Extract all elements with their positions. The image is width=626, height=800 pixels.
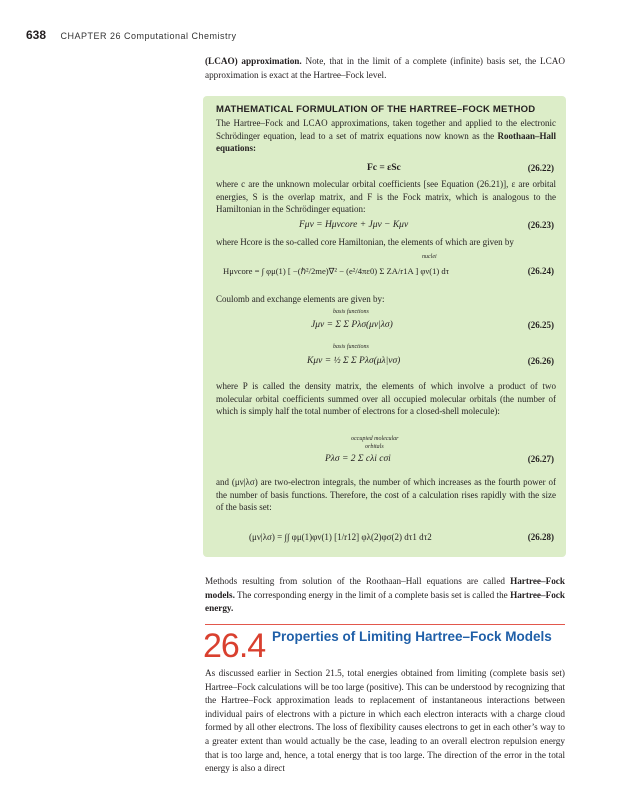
box-paragraph-3: where Hcore is the so-called core Hamiltonian, the elements of which are given by	[216, 237, 514, 247]
eqnum-26-27: (26.27)	[527, 454, 554, 464]
equation-26-28: (μν|λσ) = ∫∫ φμ(1)φν(1) [1/r12] φλ(2)φσ(2) dτ1 dτ2	[249, 532, 432, 542]
box-paragraph-6: and (μν|λσ) are two-electron integrals, the number of which increases as the fourth power of the number of basis functions. Therefore, the cost of a calculation rises rapidly with the size of the basis set:	[216, 477, 556, 513]
eqnum-26-24: (26.24)	[527, 266, 554, 276]
section-number: 26.4	[203, 627, 266, 665]
eqnum-26-25: (26.25)	[527, 320, 554, 330]
box-paragraph-2: where c are the unknown molecular orbital coefficients [see Equation (26.21)], ε are orbital energies, S is the overlap matrix, and F is the Fock matrix, which is analogous to the Hamiltonian in the Schrödinger equation:	[216, 179, 556, 215]
eqnum-26-23: (26.23)	[527, 220, 554, 230]
box-paragraph-4: Coulomb and exchange elements are given by:	[216, 294, 385, 304]
box-paragraph-1: The Hartree–Fock and LCAO approximations, taken together and applied to the electronic Schrödinger equation, lead to a set of matrix equations now known as the Roothaan–Hall equations:	[216, 118, 556, 154]
hartree-fock-models-term: Hartree–Fock models.	[205, 576, 565, 600]
equation-26-22: Fc = εSc	[367, 163, 401, 173]
occupied-label-1: occupied molecular	[351, 436, 399, 442]
section-rule	[205, 624, 565, 625]
basis-functions-label-1: basis functions	[333, 309, 369, 315]
eqnum-26-22: (26.22)	[527, 163, 554, 173]
chapter-title: CHAPTER 26 Computational Chemistry	[60, 31, 237, 41]
occupied-label-2: orbitals	[365, 444, 384, 450]
equation-26-25: Jμν = Σ Σ Pλσ(μν|λσ)	[311, 320, 393, 330]
intro-bold: (LCAO) approximation.	[205, 56, 302, 66]
math-box	[203, 96, 566, 557]
after-box-paragraph: Methods resulting from solution of the Roothaan–Hall equations are called Hartree–Fock models. The corresponding energy in the limit of a complete basis set is called the Hartree–Fock energy.	[205, 576, 565, 614]
basis-functions-label-2: basis functions	[333, 344, 369, 350]
intro-text: Note, that in the limit of a complete (infinite) basis set, the LCAO approximation is exact at the Hartree–Fock level.	[205, 56, 565, 80]
equation-26-24: Hμνcore = ∫ φμ(1) [ −(ℏ²/2me)∇² − (e²/4πε0) Σ ZA/r1A ] φν(1) dτ	[223, 266, 450, 276]
page-number: 638	[26, 28, 47, 42]
section-body: As discussed earlier in Section 21.5, total energies obtained from limiting (complete basis set) Hartree–Fock calculations will be too large (positive). This can be understood by recognizing that the Hartree–Fock approximation leads to replacement of instantaneous interactions between individual pairs of electrons with a picture in which each electron interacts with a charge cloud formed by all other electrons. The loss of flexibility causes electrons to get in each other’s way to a greater extent than would actually be the case, leading to an overall electron repulsion energy that is too large and, hence, a total energy that is too large. The direction of the error in the total energy is also a direct	[205, 668, 565, 774]
eqnum-26-26: (26.26)	[527, 356, 554, 366]
section-title: Properties of Limiting Hartree–Fock Models	[272, 629, 552, 644]
intro-paragraph	[205, 55, 565, 82]
hartree-fock-energy-term: Hartree–Fock energy.	[205, 589, 565, 614]
page-header	[26, 26, 237, 44]
nuclei-label: nuclei	[422, 254, 437, 260]
equation-26-27: Pλσ = 2 Σ cλi cσi	[325, 454, 391, 464]
box-title: MATHEMATICAL FORMULATION OF THE HARTREE–FOCK METHOD	[216, 104, 536, 115]
box-paragraph-5: where P is called the density matrix, the elements of which involve a product of two molecular orbital coefficients summed over all occupied molecular orbitals (the number of which is simply half the total number of electrons for a closed-shell molecule):	[216, 381, 556, 417]
roothaan-hall-term: Roothaan–Hall equations:	[216, 130, 556, 154]
equation-26-23: Fμν = Hμνcore + Jμν − Kμν	[299, 220, 409, 230]
equation-26-26: Kμν = ½ Σ Σ Pλσ(μλ|νσ)	[307, 356, 401, 366]
eqnum-26-28: (26.28)	[527, 532, 554, 542]
